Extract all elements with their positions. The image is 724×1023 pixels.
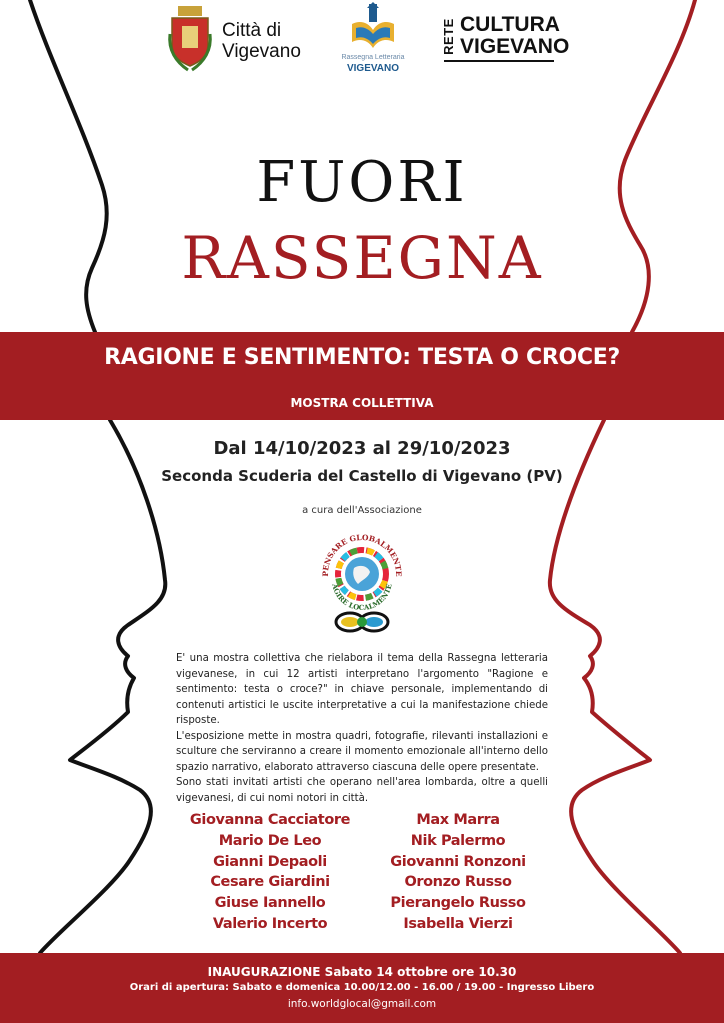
event-dates: Dal 14/10/2023 al 29/10/2023 <box>213 438 511 459</box>
curated-by-text: a cura dell'Associazione <box>302 505 422 516</box>
artists-list-right <box>348 810 568 935</box>
title-rassegna: RASSEGNA <box>181 224 543 292</box>
artist-name: Isabella Vierzi <box>403 915 513 932</box>
rassegna-vigevano-text: VIGEVANO <box>346 63 400 74</box>
artist-name: Max Marra <box>416 812 500 828</box>
rete-vertical-text <box>440 14 458 60</box>
open-book-tower-icon <box>350 2 396 50</box>
citta-di-vigevano-text <box>222 20 301 62</box>
artist-name: Pierangelo Russo <box>390 895 526 912</box>
exhibition-title: RAGIONE E SENTIMENTO: TESTA O CROCE? <box>104 345 620 370</box>
rassegna-small-text: Rassegna Letteraria <box>341 54 405 61</box>
assoc-top-text: PENSARE GLOBALMENTE <box>320 532 404 577</box>
artist-name: Oronzo Russo <box>404 874 512 891</box>
artist-name: Gianni Depaoli <box>213 853 327 870</box>
description-paragraph-3: Sono stati invitati artisti che operano nell'area lombarda, oltre a quelli vigevanesi, di cui nomi notori in città. <box>176 777 548 804</box>
city-crest-icon <box>166 4 214 72</box>
rassegna-letteraria-logo <box>330 2 416 76</box>
event-venue: Seconda Scuderia del Castello di Vigevano (PV) <box>161 467 563 485</box>
artist-name: Valerio Incerto <box>212 915 328 932</box>
artist-name: Cesare Giardini <box>210 874 330 891</box>
artist-name: Giovanni Ronzoni <box>390 853 526 870</box>
infinity-knot-icon <box>336 613 388 631</box>
description-paragraph-1: E' una mostra collettiva che rielabora il tema della Rassegna letteraria vigevanese, in cui 12 artisti interpretano l'argomento "Ragione e sentimento: testa o croce?" in chiave personale, implementando di contenuti artistici le uscite interpretative a cui la manifestazione chiede risposte. <box>176 653 548 726</box>
opening-hours-text: Orari di apertura: Sabato e domenica 10.00/12.00 - 16.00 / 19.00 - Ingresso Libero <box>129 982 595 993</box>
contact-email: info.worldglocal@gmail.com <box>287 998 437 1010</box>
citta-di-vigevano-logo <box>166 4 316 72</box>
artist-name: Nik Palermo <box>410 832 506 849</box>
artist-name: Mario De Leo <box>218 832 322 849</box>
rete-label: RETE <box>440 18 456 55</box>
rete-cultura-vigevano-logo <box>440 13 570 64</box>
artist-name: Giuse Iannello <box>214 895 326 912</box>
artist-name: Giovanna Cacciatore <box>189 812 351 828</box>
artists-list-left <box>160 810 380 935</box>
title-fuori: FUORI <box>256 150 468 215</box>
exhibition-subtitle: MOSTRA COLLETTIVA <box>290 396 434 410</box>
description-paragraph-2: L'esposizione mette in mostra quadri, fotografie, rilevanti installazioni e sculture che serviranno a creare il momento emozionale all'interno dello spazio narrativo, elaborato attraverso ciascuna delle opere presentate. <box>176 730 548 773</box>
exhibition-description <box>176 651 548 806</box>
rete-cultura-text: CULTURA <box>460 13 560 36</box>
globe-sdg-wheel-icon <box>318 530 406 636</box>
citta-line2: Vigevano <box>222 41 301 62</box>
rete-underline <box>444 60 554 62</box>
citta-line1: Città di <box>222 20 282 41</box>
logo-bar <box>0 0 724 90</box>
assoc-bottom-text: AGIRE LOCALMENTE <box>330 582 394 613</box>
inauguration-text: INAUGURAZIONE Sabato 14 ottobre ore 10.30 <box>207 965 517 979</box>
rete-vigevano-text: VIGEVANO <box>460 35 570 58</box>
